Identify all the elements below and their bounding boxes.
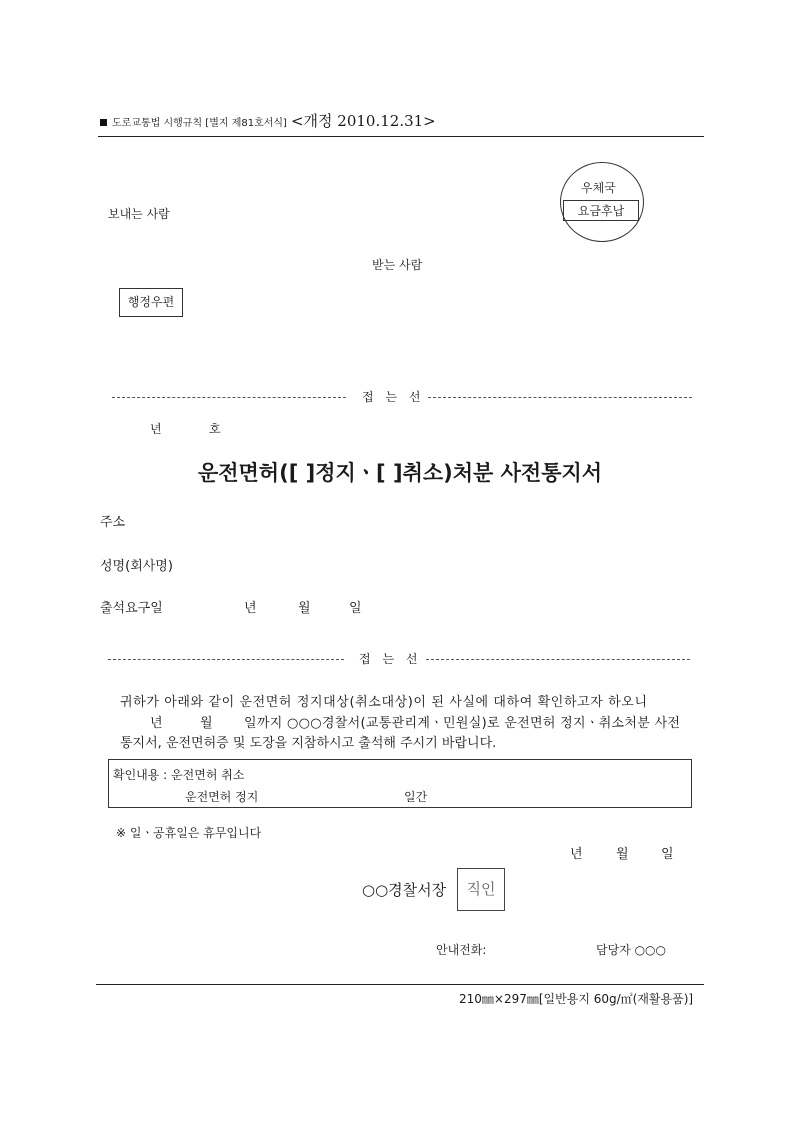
admin-mail-box: 행정우편	[119, 288, 183, 317]
header-rule	[98, 136, 704, 137]
confirmation-label: 확인내용 : 운전면허 취소	[113, 768, 245, 782]
address-label: 주소	[100, 515, 126, 530]
doc-number: 호	[209, 422, 221, 436]
page-title: 운전면허([ ]정지ㆍ[ ]취소)처분 사전통지서	[197, 461, 603, 485]
body-line-2: 일까지 ○○○경찰서(교통관리계ㆍ민원실)로 운전면허 정지ㆍ취소처분 사전	[244, 716, 681, 731]
appearance-month: 월	[298, 601, 311, 616]
form-reference: 도로교통법 시행규칙 [별지 제81호서식]	[112, 118, 287, 129]
appearance-day: 일	[349, 601, 362, 616]
fold-line-right-2	[426, 659, 690, 660]
appearance-date-label: 출석요구일	[100, 601, 163, 616]
official-seal-box: 직인	[457, 868, 505, 911]
phone-label: 안내전화:	[436, 943, 487, 957]
officer-label: 담당자 ○○○	[596, 943, 667, 957]
body-line-1: 귀하가 아래와 같이 운전면허 정지대상(취소대상)이 된 사실에 대하여 확인하고자 하오니	[120, 695, 648, 710]
postage-stamp-bottom: 요금후납	[563, 200, 639, 221]
holiday-note: ※ 일ㆍ공휴일은 휴무입니다	[116, 826, 262, 840]
name-label: 성명(회사명)	[100, 559, 173, 574]
fold-line-left	[112, 397, 346, 398]
form-reference-header	[100, 110, 436, 131]
body-line-3: 통지서, 운전면허증 및 도장을 지참하시고 출석해 주시기 바랍니다.	[120, 736, 497, 751]
fold-line-left-2	[108, 659, 344, 660]
body-line-2-year: 년	[150, 716, 163, 731]
confirmation-days: 일간	[404, 790, 428, 804]
body-line-2-month: 월	[200, 716, 213, 731]
issue-month: 월	[616, 847, 629, 862]
doc-year: 년	[150, 422, 162, 436]
footer-rule	[96, 984, 704, 985]
fold-line-label-2: 접 는 선	[359, 652, 422, 666]
recipient-label: 받는 사람	[372, 258, 423, 272]
issue-day: 일	[661, 847, 674, 862]
confirmation-suspension: 운전면허 정지	[185, 790, 259, 804]
square-bullet-icon	[100, 119, 107, 126]
paper-spec: 210㎜×297㎜[일반용지 60g/㎡(재활용품)]	[459, 992, 694, 1006]
sender-label: 보내는 사람	[108, 207, 170, 221]
issue-year: 년	[570, 847, 583, 862]
fold-line-label: 접 는 선	[362, 390, 425, 404]
postage-stamp-top: 우체국	[581, 181, 616, 195]
fold-line-right	[428, 397, 692, 398]
appearance-year: 년	[244, 601, 257, 616]
police-chief-title: ○○경찰서장	[362, 881, 447, 899]
revision-note: <개정 2010.12.31>	[290, 112, 436, 130]
